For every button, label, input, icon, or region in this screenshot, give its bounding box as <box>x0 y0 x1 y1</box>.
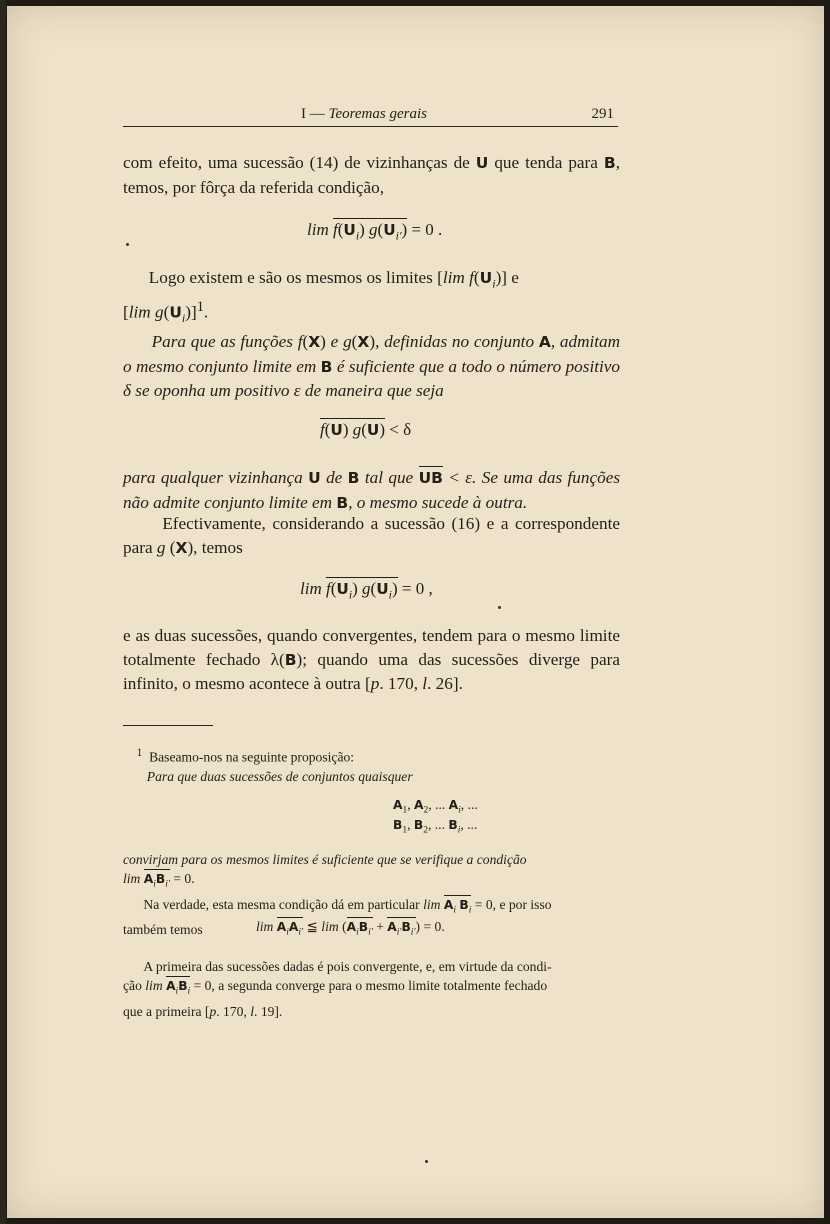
equation-2: f(U) g(U) < δ <box>320 420 412 439</box>
running-header <box>123 104 618 126</box>
paragraph-4: e as duas sucessões, quando convergentes, tendem para o mesmo limite totalmente fechado λ(B); quando uma das sucessões diverge para infinito, o mesmo acontece à outra [p. 170, l. 26]. <box>123 626 621 693</box>
equation-1: $\lim f(U_i) g(U_{i'}) = 0$ . <box>307 220 443 243</box>
print-speck <box>425 1160 428 1163</box>
footnote-conclusion: A primeira das sucessões dadas é pois convergente, e, em virtude da condi- ção $\lim A_iB_i = 0$, a segunda converge para o mesmo limite totalmente fechado que a primeira [p. 170, l. 19]. <box>123 959 552 1019</box>
running-title: I — Teoremas gerais <box>301 106 427 122</box>
scan-edge <box>0 0 6 1224</box>
print-speck <box>126 243 129 246</box>
sequence-a: $A_1$, $A_2$, ... $A_i$, ... <box>393 797 478 816</box>
paragraph-2: Logo existem e são os mesmos os limites [lim $f(U_i)$] e [lim $g(U_i)]^1$. <box>123 268 519 326</box>
print-speck <box>498 606 501 609</box>
paragraph-3: Efectivamente, considerando a sucessão (16) e a correspondente para g (X), temos <box>123 514 620 557</box>
footnote-condition: convirjam para os mesmos limites é suficiente que se verifique a condição $\lim A_iB_{i'} = 0$. Na verdade, esta mesma condição dá em particular $\lim A_i$ $B_i = 0$, e por isso também temos <box>123 852 552 938</box>
equation-3: $\lim f(U_i) g(U_i) = 0$ , <box>300 579 433 602</box>
header-rule <box>123 126 618 127</box>
theorem-statement: Para que as funções f(X) e g(X), definidas no conjunto A, admitam o mesmo conjunto limite em B é suficiente que a todo o número positivo δ se oponha um positivo ε de maneira que seja <box>123 332 621 400</box>
theorem-statement-cont: para qualquer vizinhança U de B tal que UB < ε. Se uma das funções não admite conjunto limite em B, o mesmo sucede à outra. <box>123 468 621 512</box>
paragraph-1: com efeito, uma sucessão (14) de vizinhanças de U que tenda para B, temos, por fôrça da referida condição, <box>123 153 620 197</box>
footnote-inequality: $\lim A_iA_{i'}$ ≦ $\lim (A_iB_{i'} + A_{i'}B_{i'}) = 0$. <box>256 919 445 938</box>
page-number: 291 <box>591 106 614 122</box>
footnote-1: $^1$ Baseamo-nos na seguinte proposição: Para que duas sucessões de conjuntos quaisquer <box>136 747 413 784</box>
footnote-rule <box>123 725 213 726</box>
sequence-b: $B_1$, $B_2$, ... $B_i$, ... <box>393 817 478 836</box>
